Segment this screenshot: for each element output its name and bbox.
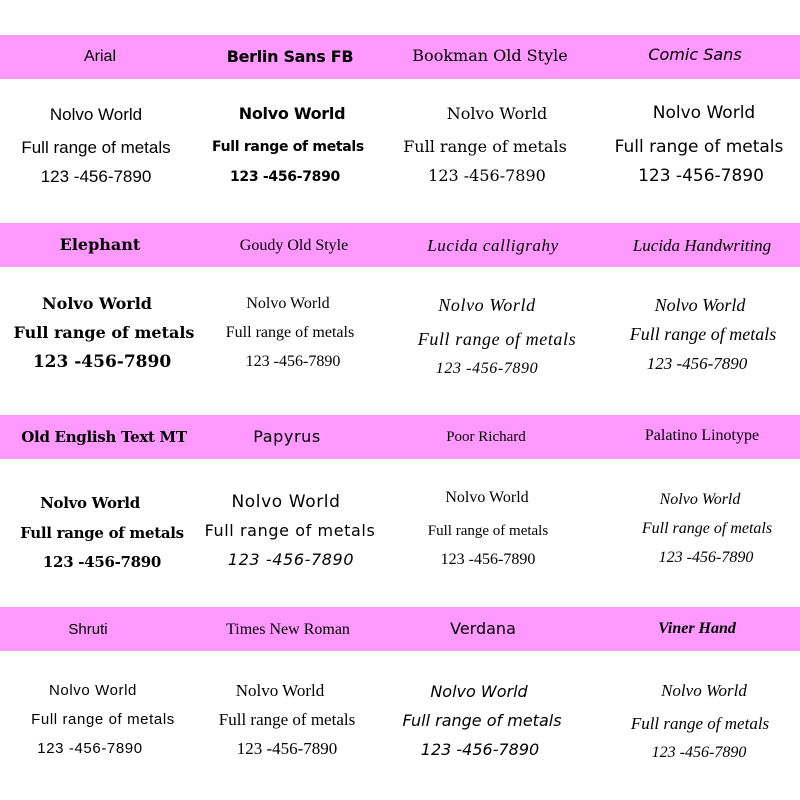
sample-line-poor-richard-1: Nolvo World — [445, 489, 529, 506]
font-name-goudy: Goudy Old Style — [239, 237, 349, 254]
sample-line-arial-2: Full range of metals — [21, 138, 171, 157]
sample-line-shruti-1: Nolvo World — [48, 682, 138, 699]
sample-line-elephant-3: 123 -456-7890 — [32, 352, 172, 372]
sample-line-comic-1: Nolvo World — [652, 103, 756, 123]
sample-line-arial-1: Nolvo World — [49, 105, 143, 124]
sample-line-bookman-3: 123 -456-7890 — [428, 166, 546, 185]
sample-line-palatino-3: 123 -456-7890 — [658, 549, 754, 566]
sample-line-berlin-3: 123 -456-7890 — [229, 169, 340, 185]
sample-line-arial-3: 123 -456-7890 — [40, 167, 152, 186]
sample-line-bookman-2: Full range of metals — [403, 137, 567, 156]
sample-line-times-1: Nolvo World — [235, 681, 325, 700]
font-name-arial: Arial — [83, 48, 116, 65]
font-name-berlin-sans: Berlin Sans FB — [226, 47, 354, 66]
font-name-poor-richard: Poor Richard — [446, 429, 526, 445]
sample-line-shruti-3: 123 -456-7890 — [37, 740, 143, 757]
sample-line-verdana-3: 123 -456-7890 — [420, 740, 540, 759]
sample-line-papyrus-2: Full range of metals — [204, 521, 376, 540]
font-name-bookman: Bookman Old Style — [412, 46, 568, 65]
font-name-shruti: Shruti — [68, 621, 108, 638]
sample-line-viner-1: Nolvo World — [661, 681, 747, 700]
sample-line-goudy-2: Full range of metals — [225, 324, 355, 341]
sample-line-lucida-calligraphy-3: 123 -456-7890 — [435, 360, 539, 377]
font-name-verdana: Verdana — [450, 619, 516, 638]
sample-line-goudy-3: 123 -456-7890 — [245, 353, 341, 370]
sample-line-times-3: 123 -456-7890 — [236, 739, 338, 758]
font-name-times: Times New Roman — [226, 621, 350, 638]
font-name-old-english: Old English Text MT — [21, 428, 187, 446]
sample-line-palatino-2: Full range of metals — [641, 520, 773, 537]
sample-line-lucida-calligraphy-2: Full range of metals — [417, 329, 577, 349]
sample-line-comic-2: Full range of metals — [614, 137, 784, 157]
sample-line-berlin-1: Nolvo World — [238, 104, 346, 123]
sample-line-times-2: Full range of metals — [218, 710, 356, 729]
sample-line-viner-3: 123 -456-7890 — [651, 744, 747, 761]
sample-line-poor-richard-3: 123 -456-7890 — [440, 551, 536, 568]
font-name-palatino: Palatino Linotype — [644, 427, 760, 444]
sample-line-comic-3: 123 -456-7890 — [638, 166, 764, 186]
font-name-elephant: Elephant — [59, 235, 141, 254]
sample-line-lucida-handwriting-3: 123 -456-7890 — [646, 354, 748, 373]
font-name-comic-sans: Comic Sans — [648, 45, 742, 64]
sample-line-poor-richard-2: Full range of metals — [427, 523, 549, 539]
sample-line-lucida-handwriting-2: Full range of metals — [629, 324, 777, 344]
sample-line-bookman-1: Nolvo World — [446, 104, 548, 123]
font-name-viner-hand: Viner Hand — [658, 620, 736, 637]
sample-line-verdana-2: Full range of metals — [402, 711, 562, 730]
sample-line-papyrus-3: 123 -456-7890 — [227, 550, 355, 569]
sample-line-berlin-2: Full range of metals — [212, 139, 364, 155]
sample-line-lucida-calligraphy-1: Nolvo World — [438, 295, 536, 315]
sample-line-papyrus-1: Nolvo World — [231, 492, 341, 512]
sample-line-viner-2: Full range of metals — [630, 714, 770, 733]
font-name-lucida-handwriting: Lucida Handwriting — [632, 236, 772, 255]
sample-line-palatino-1: Nolvo World — [659, 491, 741, 508]
sample-line-verdana-1: Nolvo World — [430, 682, 528, 701]
font-name-papyrus: Papyrus — [253, 427, 321, 446]
sample-line-lucida-handwriting-1: Nolvo World — [654, 295, 746, 315]
sample-line-elephant-2: Full range of metals — [13, 323, 195, 342]
sample-line-old-english-2: Full range of metals — [20, 524, 184, 542]
font-name-lucida-calligraphy: Lucida calligrahy — [427, 236, 559, 255]
sample-line-elephant-1: Nolvo World — [42, 294, 152, 313]
sample-line-shruti-2: Full range of metals — [31, 711, 175, 728]
sample-line-goudy-1: Nolvo World — [246, 295, 330, 312]
sample-line-old-english-1: Nolvo World — [40, 494, 140, 512]
sample-line-old-english-3: 123 -456-7890 — [42, 553, 162, 571]
